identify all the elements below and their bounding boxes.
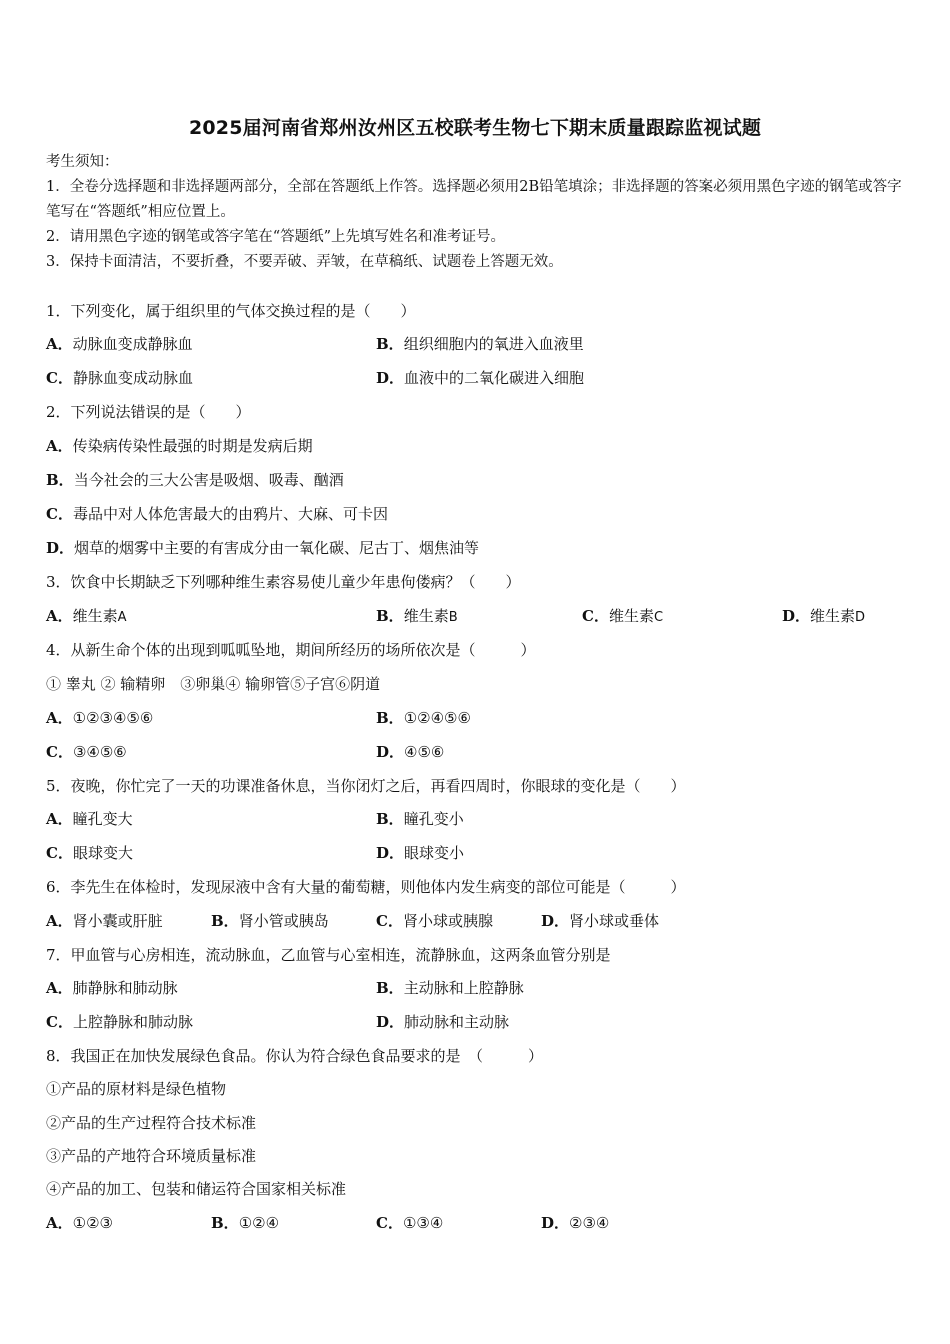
option-key: A． [46, 607, 73, 625]
option-text: 肾小管或胰岛 [238, 912, 329, 930]
option-a [46, 910, 163, 932]
option-b [211, 910, 329, 932]
option-text: 动脉血变成静脉血 [72, 335, 193, 353]
option-key: A． [46, 335, 73, 353]
option-text: 维生素 [810, 607, 856, 625]
option-key: D． [46, 539, 75, 557]
option-key: B． [376, 810, 404, 828]
option-key: D． [782, 607, 811, 625]
option-a [46, 333, 193, 355]
option-text: 维生素 [403, 607, 449, 625]
option-text: ①②④⑤⑥ [403, 709, 471, 727]
option-a [46, 977, 178, 999]
option-b [376, 977, 524, 999]
option-text: ③④⑤⑥ [72, 743, 127, 761]
option-key: B． [376, 979, 404, 997]
option-c [46, 367, 193, 389]
option-text: 烟草的烟雾中主要的有害成分由一氧化碳、尼古丁、烟焦油等 [74, 539, 480, 557]
option-text: 肾小球或垂体 [569, 912, 660, 930]
option-key: D． [376, 844, 405, 862]
notice-item: 1．全卷分选择题和非选择题两部分，全部在答题纸上作答。选择题必须用2B铅笔填涂；非选择题的答案必须用黑色字迹的钢笔或答字笔写在“答题纸”相应位置上。 [46, 179, 902, 220]
notice-item: 2．请用黑色字迹的钢笔或答字笔在“答题纸”上先填写姓名和准考证号。 [46, 229, 506, 245]
option-c [376, 1212, 443, 1234]
option-text: 瞳孔变大 [72, 810, 133, 828]
option-d [782, 605, 865, 629]
option-a [46, 605, 127, 629]
option-text: 肾小球或胰腺 [402, 912, 493, 930]
option-text: ②③④ [569, 1214, 610, 1232]
question-extra: ①产品的原材料是绿色植物 [46, 1080, 227, 1098]
option-text: ①②③ [72, 1214, 113, 1232]
notice-heading: 考生须知： [46, 154, 119, 170]
question-stem: 1．下列变化，属于组织里的气体交换过程的是（ ） [46, 302, 416, 320]
option-text: ①②③④⑤⑥ [72, 709, 154, 727]
option-text: 传染病传染性最强的时期是发病后期 [72, 437, 313, 455]
option-key: C． [46, 844, 73, 862]
option-text: 毒品中对人体危害最大的由鸦片、大麻、可卡因 [72, 505, 388, 523]
option-d [376, 741, 444, 763]
option-c [376, 910, 493, 932]
option-text: 血液中的二氧化碳进入细胞 [404, 369, 585, 387]
question-stem: 4．从新生命个体的出现到呱呱坠地，期间所经历的场所依次是（ ） [46, 641, 536, 659]
option-key: A． [46, 810, 73, 828]
option-key: B． [211, 912, 239, 930]
option-key: C． [376, 1214, 403, 1232]
page-title: 2025届河南省郑州汝州区五校联考生物七下期末质量跟踪监视试题 [188, 117, 762, 139]
option-a [46, 707, 153, 729]
option-text: 上腔静脉和肺动脉 [72, 1013, 193, 1031]
question-extra: ① 睾丸 ② 输精卵 ③卵巢④ 输卵管⑤子宫⑥阴道 [46, 675, 381, 693]
option-text: ④⑤⑥ [404, 743, 445, 761]
question-stem: 2．下列说法错误的是（ ） [46, 403, 251, 421]
option-key: A． [46, 709, 73, 727]
option-c [46, 1011, 193, 1033]
question-extra: ②产品的生产过程符合技术标准 [46, 1114, 257, 1132]
option-suffix: A [117, 610, 127, 625]
option-b [376, 333, 584, 355]
option-key: B． [211, 1214, 239, 1232]
option-key: B． [376, 335, 404, 353]
option-d [541, 910, 659, 932]
option-c [46, 503, 388, 525]
option-b [376, 707, 471, 729]
question-stem: 3．饮食中长期缺乏下列哪种维生素容易使儿童少年患佝偻病？（ ） [46, 573, 521, 591]
option-text: 肾小囊或肝脏 [72, 912, 163, 930]
option-b [376, 605, 458, 629]
option-key: C． [46, 1013, 73, 1031]
question-extra: ④产品的加工、包装和储运符合国家相关标准 [46, 1180, 347, 1198]
option-text: 静脉血变成动脉血 [72, 369, 193, 387]
option-suffix: C [653, 610, 664, 625]
option-a [46, 808, 133, 830]
option-text: 肺静脉和肺动脉 [72, 979, 178, 997]
option-text: 眼球变小 [404, 844, 465, 862]
option-suffix: B [448, 610, 458, 625]
option-a [46, 1212, 113, 1234]
option-c [46, 741, 127, 763]
option-text: 主动脉和上腔静脉 [403, 979, 524, 997]
question-stem: 5．夜晚，你忙完了一天的功课准备休息，当你闭灯之后，再看四周时，你眼球的变化是（ ） [46, 777, 686, 795]
option-text: 瞳孔变小 [403, 810, 464, 828]
option-b [376, 808, 464, 830]
option-c [582, 605, 663, 629]
option-d [376, 1011, 509, 1033]
option-d [376, 367, 584, 389]
option-d [376, 842, 464, 864]
option-d [46, 537, 479, 559]
option-key: C． [376, 912, 403, 930]
option-key: D． [541, 1214, 570, 1232]
option-text: 组织细胞内的氧进入血液里 [403, 335, 584, 353]
option-text: 眼球变大 [72, 844, 133, 862]
option-key: A． [46, 912, 73, 930]
option-b [211, 1212, 279, 1234]
option-text: 维生素 [608, 607, 654, 625]
question-stem: 6．李先生在体检时，发现尿液中含有大量的葡萄糖，则他体内发生病变的部位可能是（ ） [46, 878, 686, 896]
option-key: A． [46, 979, 73, 997]
option-key: B． [376, 709, 404, 727]
question-stem: 8．我国正在加快发展绿色食品。你认为符合绿色食品要求的是 （ ） [46, 1047, 544, 1065]
notice-block [46, 150, 906, 275]
option-d [541, 1212, 609, 1234]
option-key: D． [376, 369, 405, 387]
option-key: C． [46, 743, 73, 761]
option-key: B． [46, 471, 74, 489]
option-suffix: D [855, 610, 866, 625]
option-key: D． [376, 743, 405, 761]
notice-item: 3．保持卡面清洁，不要折叠，不要弄破、弄皱，在草稿纸、试题卷上答题无效。 [46, 254, 563, 270]
option-text: ①③④ [402, 1214, 444, 1232]
option-b [46, 469, 344, 491]
question-extra: ③产品的产地符合环境质量标准 [46, 1147, 257, 1165]
option-key: C． [46, 505, 73, 523]
option-text: 当今社会的三大公害是吸烟、吸毒、酗酒 [73, 471, 344, 489]
option-key: D． [541, 912, 570, 930]
option-key: B． [376, 607, 404, 625]
option-c [46, 842, 133, 864]
option-key: D． [376, 1013, 405, 1031]
option-key: C． [46, 369, 73, 387]
option-key: A． [46, 1214, 73, 1232]
option-text: ①②④ [238, 1214, 280, 1232]
option-a [46, 435, 313, 457]
question-stem: 7．甲血管与心房相连，流动脉血，乙血管与心室相连，流静脉血，这两条血管分别是 [46, 946, 611, 964]
option-key: C． [582, 607, 609, 625]
option-text: 维生素 [72, 607, 118, 625]
option-key: A． [46, 437, 73, 455]
option-text: 肺动脉和主动脉 [404, 1013, 510, 1031]
